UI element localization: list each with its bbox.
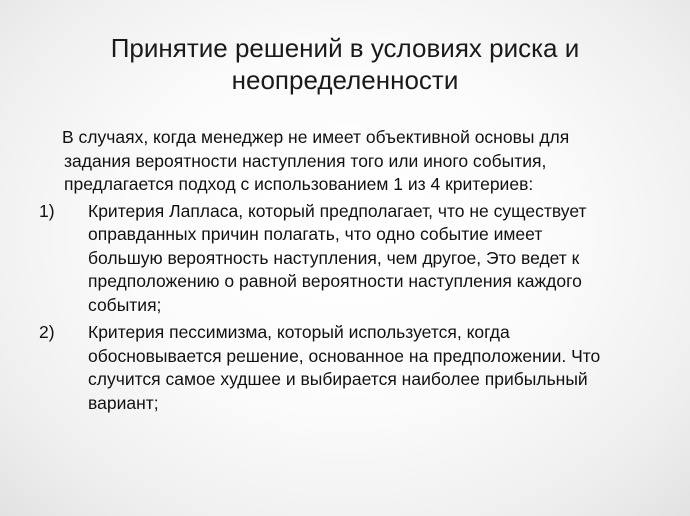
list-item-text bbox=[88, 200, 658, 318]
list-item-line: события; bbox=[88, 294, 162, 315]
intro-line: В случаях, когда менеджер не имеет объективной основы для bbox=[62, 127, 570, 147]
list-item-line: Критерия Лапласа, который предполагает, что не существует bbox=[88, 200, 587, 221]
title-line: Принятие решений в условиях риска и bbox=[110, 33, 580, 63]
list-item bbox=[0, 200, 690, 318]
list-item-line: предположению о равной вероятности наступления каждого bbox=[88, 271, 582, 291]
intro-paragraph bbox=[62, 126, 642, 197]
list-item-line: Критерия пессимизма, который используется, когда bbox=[88, 322, 510, 342]
list-item bbox=[0, 321, 690, 415]
list-item-line: оправданных причин полагать, что одно событие имеет bbox=[88, 224, 543, 244]
list-item-number: 1) bbox=[39, 200, 55, 221]
slide-body bbox=[0, 126, 690, 415]
slide-title bbox=[40, 32, 650, 96]
list-item-line: большую вероятность наступления, чем другое, Это ведет к bbox=[88, 247, 580, 268]
intro-line: задания вероятности наступления того или иного события, bbox=[64, 150, 547, 171]
list-item-line: вариант; bbox=[88, 392, 159, 413]
title-line: неопределенности bbox=[231, 65, 459, 95]
list-item-line: случится самое худшее и выбирается наиболее прибыльный bbox=[88, 369, 588, 389]
list-item-line: обосновывается решение, основанное на предположении. Что bbox=[88, 345, 601, 366]
list-item-number: 2) bbox=[39, 322, 55, 342]
intro-line: предлагается подход с использованием 1 из 4 критериев: bbox=[64, 174, 534, 194]
list-item-text bbox=[88, 321, 658, 415]
